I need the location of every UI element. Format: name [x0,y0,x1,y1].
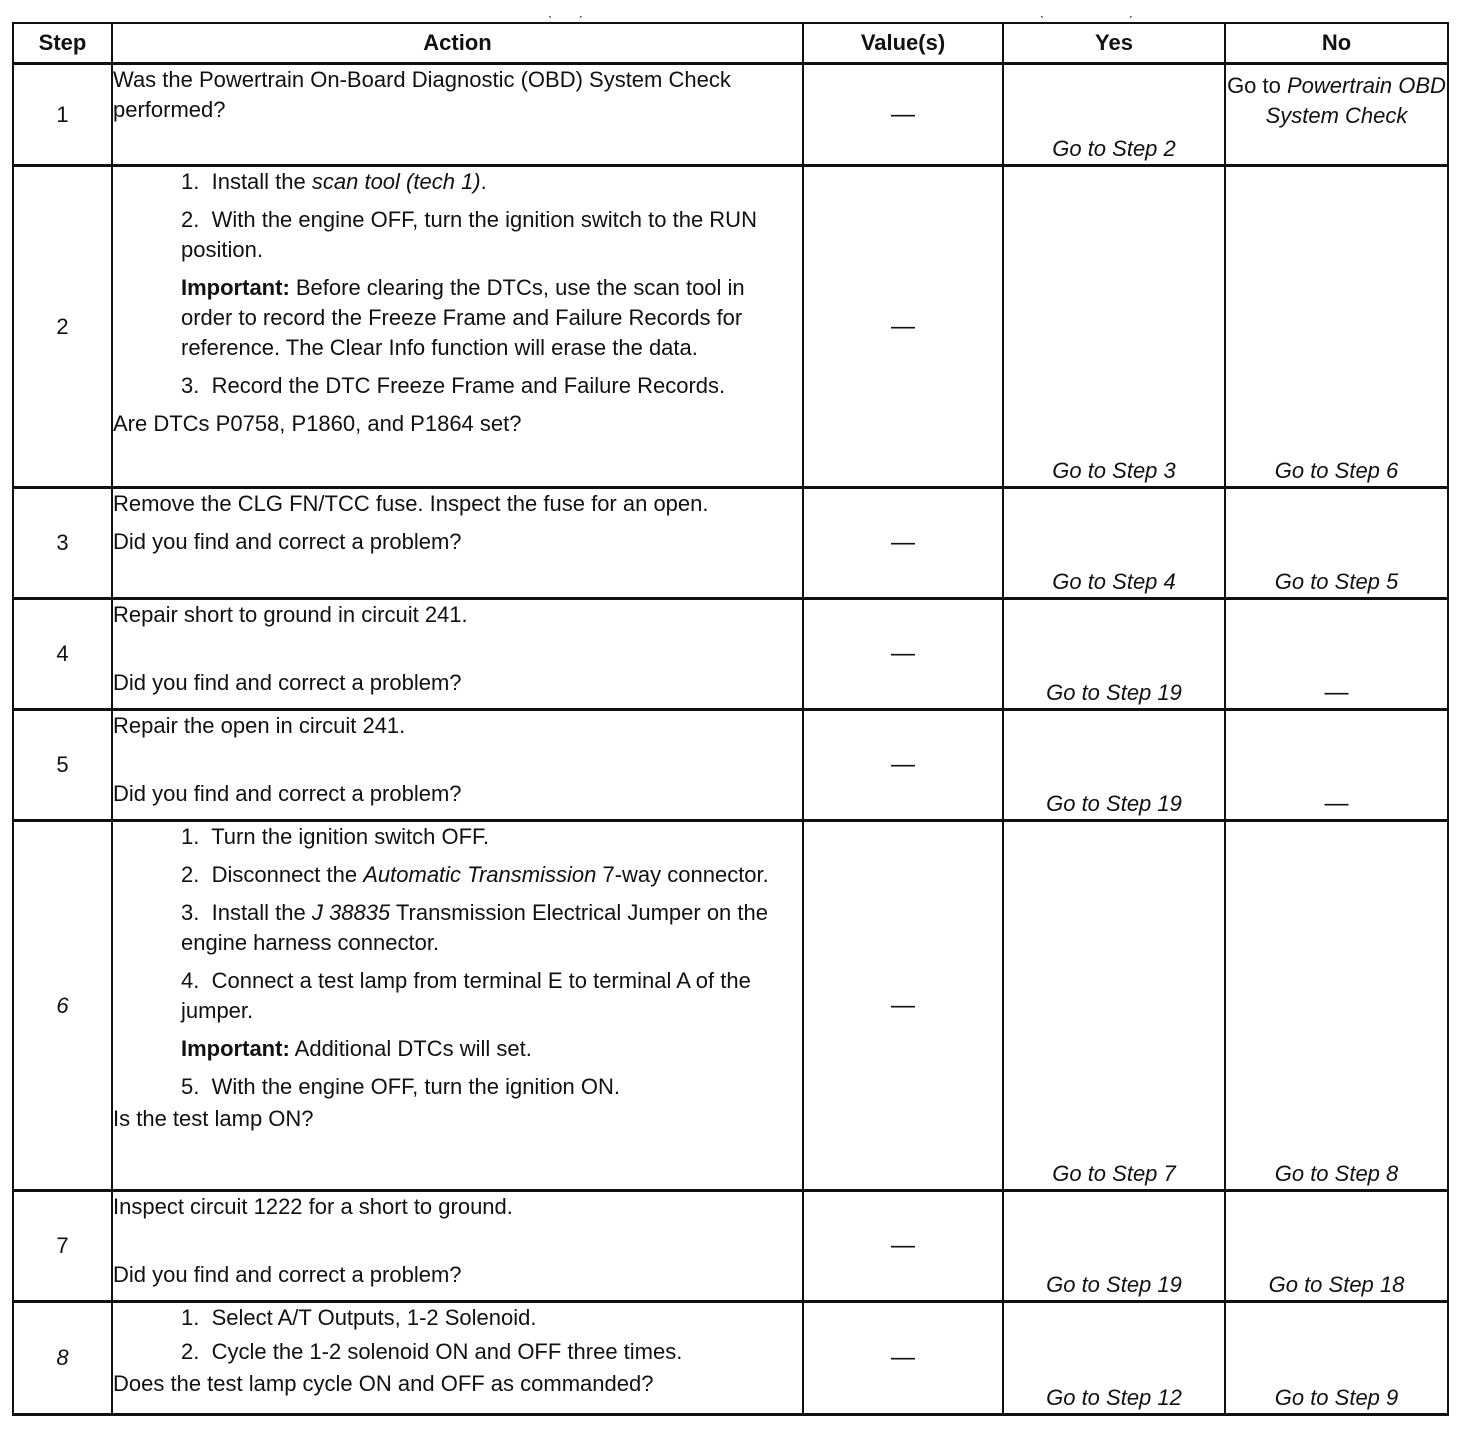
column-header-yes: Yes [1003,23,1225,64]
question-text: Is the test lamp ON? [113,1106,314,1131]
step-number: 4 [13,599,112,710]
no-cell: Go to Step 6 [1225,166,1448,488]
diagnostic-table [12,22,1449,1416]
step-number: 1 [13,64,112,166]
no-cell: Go to Step 9 [1225,1302,1448,1415]
list-item [177,1337,802,1367]
table-row [13,166,1448,488]
yes-cell: Go to Step 2 [1003,64,1225,166]
value-cell: — [803,821,1003,1191]
item-text: Connect a test lamp from terminal E to terminal A of the jumper. [181,968,751,1023]
important-label: Important: [181,1036,290,1061]
action-cell [112,64,803,166]
item-text: Transmission Electrical Jumper on the engine harness connector. [181,900,768,955]
action-cell [112,821,803,1191]
important-text: Before clearing the DTCs, use the scan tool in order to record the Freeze Frame and Failure Records for reference. The Clear Info function will erase the data. [181,275,745,360]
item-number: 1. [181,824,200,849]
table-row [13,488,1448,599]
column-header-no: No [1225,23,1448,64]
value-cell: — [803,488,1003,599]
important-label: Important: [181,275,290,300]
table-row [13,64,1448,166]
action-cell [112,710,803,821]
important-text: Additional DTCs will set. [289,1036,532,1061]
item-number: 2. [181,207,200,232]
action-text: Repair the open in circuit 241. [113,713,406,738]
step-number: 6 [13,821,112,1191]
action-text: Repair short to ground in circuit 241. [113,602,468,627]
step-number: 2 [13,166,112,488]
yes-cell: Go to Step 3 [1003,166,1225,488]
action-cell [112,488,803,599]
table-row [13,1302,1448,1415]
yes-cell: Go to Step 19 [1003,710,1225,821]
question-text: Did you find and correct a problem? [113,670,462,695]
action-cell [112,166,803,488]
yes-cell: Go to Step 19 [1003,1191,1225,1302]
value-cell: — [803,599,1003,710]
list-item [177,860,802,890]
item-emphasis: Automatic Transmission [363,862,597,887]
yes-cell: Go to Step 12 [1003,1302,1225,1415]
top-edge-marks: ˎ ˏ ˎ ˏ [548,2,1133,18]
no-prefix: Go to [1227,73,1287,98]
item-text: Install the [211,169,312,194]
action-cell [112,1302,803,1415]
column-header-action: Action [112,23,803,64]
value-cell: — [803,1191,1003,1302]
no-cell: — [1225,599,1448,710]
no-cell: Go to Step 5 [1225,488,1448,599]
yes-cell: Go to Step 19 [1003,599,1225,710]
list-item [177,822,802,852]
step-number: 7 [13,1191,112,1302]
item-text: . [480,169,487,194]
table-row [13,710,1448,821]
question-text: Did you find and correct a problem? [113,1262,462,1287]
value-cell: — [803,166,1003,488]
item-emphasis: J 38835 [311,900,391,925]
list-item [177,1072,802,1102]
list-item [177,205,802,265]
list-item [177,898,802,958]
item-number: 3. [181,373,200,398]
table-row [13,599,1448,710]
action-text: Remove the CLG FN/TCC fuse. Inspect the fuse for an open. [113,491,709,516]
list-item [177,966,802,1026]
action-cell [112,599,803,710]
value-cell: — [803,710,1003,821]
item-number: 4. [181,968,200,993]
item-number: 2. [181,1339,200,1364]
list-item [177,371,802,401]
no-cell: — [1225,710,1448,821]
value-cell: — [803,64,1003,166]
item-text: Install the [211,900,312,925]
no-cell: Go to Step 8 [1225,821,1448,1191]
action-cell [112,1191,803,1302]
question-text: Does the test lamp cycle ON and OFF as commanded? [113,1371,654,1396]
item-text: Record the DTC Freeze Frame and Failure Records. [211,373,726,398]
step-number: 3 [13,488,112,599]
yes-cell: Go to Step 4 [1003,488,1225,599]
question-text: Are DTCs P0758, P1860, and P1864 set? [113,411,522,436]
action-text: Inspect circuit 1222 for a short to ground. [113,1194,513,1219]
table-header-row [13,23,1448,64]
table-row [13,1191,1448,1302]
important-note [177,273,802,363]
item-number: 1. [181,169,200,194]
no-cell: Go to Step 18 [1225,1191,1448,1302]
list-item [177,167,802,197]
item-emphasis: scan tool (tech 1) [311,169,481,194]
question-text: Did you find and correct a problem? [113,781,462,806]
item-text: Disconnect the [211,862,364,887]
item-number: 2. [181,862,200,887]
item-text: Turn the ignition switch OFF. [211,824,490,849]
item-number: 3. [181,900,200,925]
action-text: Was the Powertrain On-Board Diagnostic (OBD) System Check performed? [113,67,731,122]
item-text: With the engine OFF, turn the ignition ON. [211,1074,621,1099]
item-text: Select A/T Outputs, 1-2 Solenoid. [211,1305,537,1330]
item-number: 1. [181,1305,200,1330]
column-header-step: Step [13,23,112,64]
table-row [13,821,1448,1191]
step-number: 5 [13,710,112,821]
list-item [177,1303,802,1333]
item-number: 5. [181,1074,200,1099]
item-text: 7-way connector. [596,862,769,887]
item-text: With the engine OFF, turn the ignition switch to the RUN position. [181,207,757,262]
no-link-text: Powertrain OBD System Check [1265,73,1446,128]
yes-cell: Go to Step 7 [1003,821,1225,1191]
value-cell: — [803,1302,1003,1415]
question-text: Did you find and correct a problem? [113,529,462,554]
item-text: Cycle the 1-2 solenoid ON and OFF three times. [211,1339,683,1364]
important-note [177,1034,802,1064]
step-number: 8 [13,1302,112,1415]
column-header-values: Value(s) [803,23,1003,64]
no-cell [1225,64,1448,166]
